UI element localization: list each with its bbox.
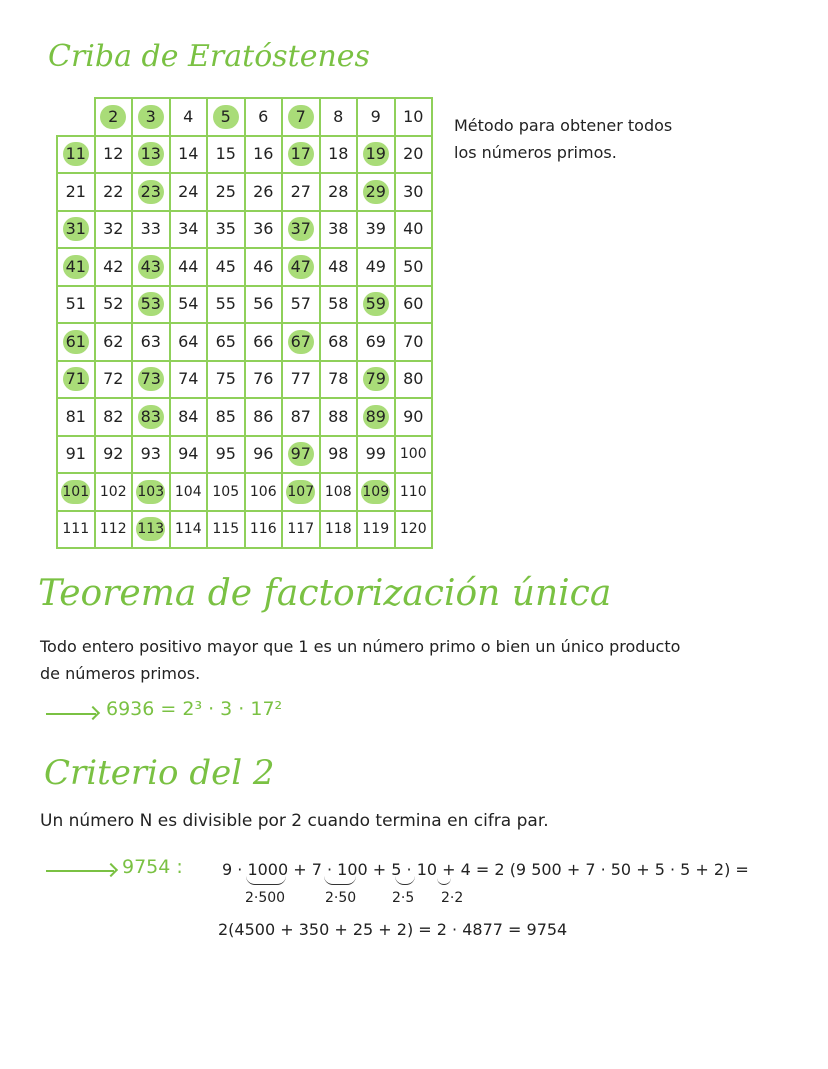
sieve-cell: [320, 136, 358, 174]
sieve-number: 68: [328, 331, 349, 351]
sieve-number: 81: [65, 406, 86, 426]
sieve-row: [57, 361, 432, 399]
sieve-number: 111: [62, 521, 90, 538]
sieve-cell: [245, 286, 283, 324]
prime-number: 19: [363, 142, 389, 166]
sieve-number: 18: [328, 144, 349, 164]
prime-number: 31: [63, 217, 89, 241]
underbrace: [246, 876, 286, 885]
sieve-number: 72: [103, 369, 124, 389]
sieve-cell: [132, 173, 170, 211]
prime-number: 107: [286, 480, 315, 504]
sieve-number: 49: [365, 256, 386, 276]
underbrace: [395, 876, 415, 885]
sieve-cell: [95, 398, 133, 436]
sieve-cell: [132, 323, 170, 361]
sieve-number: 118: [324, 521, 352, 538]
sieve-cell: [170, 173, 208, 211]
sieve-cell: [282, 248, 320, 286]
underbrace-label: 2·2: [441, 890, 464, 906]
criterion-statement: Un número N es divisible por 2 cuando termina en cifra par.: [40, 811, 549, 831]
sieve-cell: [395, 361, 433, 399]
sieve-cell: [395, 323, 433, 361]
sieve-cell: [57, 361, 95, 399]
sieve-cell: [357, 361, 395, 399]
sieve-row: [57, 286, 432, 324]
sieve-number: 28: [328, 181, 349, 201]
sieve-cell: [95, 286, 133, 324]
sieve-number: 117: [287, 521, 315, 538]
sieve-cell: [357, 248, 395, 286]
prime-number: 53: [138, 292, 164, 316]
sieve-number: 25: [215, 181, 236, 201]
sieve-row: [57, 248, 432, 286]
sieve-cell: [395, 436, 433, 474]
sieve-number: 35: [215, 219, 236, 239]
sieve-cell: [170, 136, 208, 174]
sieve-cell: [57, 323, 95, 361]
sieve-cell: [245, 436, 283, 474]
sieve-cell: [95, 323, 133, 361]
criterion-result: 2(4500 + 350 + 25 + 2) = 2 · 4877 = 9754: [218, 920, 568, 939]
sieve-cell: [357, 398, 395, 436]
sieve-cell: [395, 98, 433, 136]
sieve-cell: [245, 248, 283, 286]
prime-number: 61: [63, 330, 89, 354]
prime-number: 71: [63, 367, 89, 391]
sieve-cell: [132, 286, 170, 324]
prime-number: 3: [138, 105, 164, 129]
sieve-number: 30: [403, 181, 424, 201]
sieve-number: 66: [253, 331, 274, 351]
sieve-number: 105: [212, 483, 240, 500]
sieve-cell: [320, 248, 358, 286]
sieve-number: 65: [215, 331, 236, 351]
statement-line: Todo entero positivo mayor que 1 es un número primo o bien un único producto: [40, 637, 681, 656]
sieve-row: [57, 511, 432, 549]
sieve-cell: [395, 286, 433, 324]
sieve-cell: [395, 398, 433, 436]
sieve-row: [57, 436, 432, 474]
sieve-number: 116: [249, 521, 277, 538]
sieve-number: 91: [65, 444, 86, 464]
sieve-number: 48: [328, 256, 349, 276]
sieve-number: 36: [253, 219, 274, 239]
sieve-cell: [357, 173, 395, 211]
underbrace-label: 2·50: [325, 890, 357, 906]
sieve-cell: [320, 323, 358, 361]
sieve-number: 22: [103, 181, 124, 201]
sieve-number: 39: [365, 219, 386, 239]
sieve-number: 88: [328, 406, 349, 426]
sieve-cell: [320, 361, 358, 399]
sieve-number: 52: [103, 294, 124, 314]
sieve-cell: [282, 136, 320, 174]
prime-number: 67: [288, 330, 314, 354]
example-number: 9754 :: [122, 856, 183, 878]
prime-number: 89: [363, 405, 389, 429]
sieve-cell: [57, 398, 95, 436]
sieve-cell: [95, 511, 133, 549]
sieve-cell: [320, 286, 358, 324]
sieve-cell: [95, 473, 133, 511]
sieve-number: 24: [178, 181, 199, 201]
sieve-number: 114: [174, 521, 202, 538]
sieve-cell: [320, 436, 358, 474]
sieve-cell: [207, 286, 245, 324]
sieve-cell: [57, 473, 95, 511]
sieve-cell: [57, 286, 95, 324]
sieve-cell: [245, 473, 283, 511]
sieve-number: 8: [333, 106, 344, 126]
sieve-number: 20: [403, 144, 424, 164]
sieve-cell: [245, 211, 283, 249]
arrow-icon: [46, 870, 114, 872]
sieve-description-line: Método para obtener todos: [454, 116, 673, 135]
sieve-cell: [357, 136, 395, 174]
sieve-cell: [95, 173, 133, 211]
sieve-cell: [357, 511, 395, 549]
prime-number: 11: [63, 142, 89, 166]
sieve-cell: [245, 511, 283, 549]
sieve-number: 10: [403, 106, 424, 126]
sieve-title: Criba de Eratóstenes: [48, 39, 370, 74]
factorization-title: Teorema de factorización única: [38, 573, 612, 614]
sieve-cell: [282, 98, 320, 136]
criterion-title: Criterio del 2: [44, 753, 275, 793]
sieve-cell: [357, 323, 395, 361]
underbrace-label: 2·500: [245, 890, 286, 906]
sieve-row: [57, 398, 432, 436]
underbrace: [324, 876, 356, 885]
prime-number: 79: [363, 367, 389, 391]
sieve-cell: [170, 473, 208, 511]
sieve-cell: [170, 248, 208, 286]
sieve-cell: [207, 211, 245, 249]
prime-number: 83: [138, 405, 164, 429]
sieve-cell: [132, 211, 170, 249]
sieve-number: 106: [249, 483, 277, 500]
sieve-number: 78: [328, 369, 349, 389]
decimal-expansion: 9 · 1000 + 7 · 100 + 5 · 10 + 4 = 2 (9 500 + 7 · 50 + 5 · 5 + 2) =: [222, 860, 749, 879]
sieve-cell: [132, 398, 170, 436]
sieve-number: 77: [290, 369, 311, 389]
sieve-cell: [282, 211, 320, 249]
sieve-cell: [95, 211, 133, 249]
sieve-cell: [57, 173, 95, 211]
sieve-cell: [245, 361, 283, 399]
factorization-example: 6936 = 2³ · 3 · 17²: [106, 698, 283, 720]
sieve-row: [57, 473, 432, 511]
sieve-cell: [245, 173, 283, 211]
sieve-cell: [132, 511, 170, 549]
sieve-cell: [132, 436, 170, 474]
sieve-cell: [132, 361, 170, 399]
sieve-cell: [132, 473, 170, 511]
sieve-cell: [245, 136, 283, 174]
sieve-cell: [95, 436, 133, 474]
sieve-cell: [57, 211, 95, 249]
sieve-number: 34: [178, 219, 199, 239]
sieve-number: 75: [215, 369, 236, 389]
sieve-cell: [357, 473, 395, 511]
sieve-number: 57: [290, 294, 311, 314]
sieve-cell: [95, 136, 133, 174]
sieve-cell: [170, 361, 208, 399]
sieve-cell: [132, 248, 170, 286]
prime-number: 103: [136, 480, 165, 504]
sieve-number: 9: [370, 106, 381, 126]
prime-number: 47: [288, 255, 314, 279]
prime-number: 37: [288, 217, 314, 241]
sieve-number: 82: [103, 406, 124, 426]
sieve-cell: [320, 473, 358, 511]
sieve-number: 32: [103, 219, 124, 239]
sieve-number: 51: [65, 294, 86, 314]
sieve-number: 96: [253, 444, 274, 464]
sieve-cell: [395, 248, 433, 286]
sieve-cell: [132, 98, 170, 136]
sieve-number: 60: [403, 294, 424, 314]
sieve-number: 33: [140, 219, 161, 239]
sieve-number: 38: [328, 219, 349, 239]
sieve-cell: [320, 211, 358, 249]
sieve-cell: [320, 98, 358, 136]
sieve-cell: [282, 436, 320, 474]
sieve-number: 112: [99, 521, 127, 538]
sieve-number: 69: [365, 331, 386, 351]
sieve-cell: [282, 473, 320, 511]
sieve-row: [57, 211, 432, 249]
sieve-cell: [170, 286, 208, 324]
sieve-cell: [207, 473, 245, 511]
sieve-number: 6: [258, 106, 269, 126]
sieve-number: 110: [399, 483, 427, 500]
arrow-icon: [46, 713, 96, 715]
sieve-number: 104: [174, 483, 202, 500]
prime-number: 73: [138, 367, 164, 391]
sieve-row: [57, 173, 432, 211]
sieve-cell: [282, 323, 320, 361]
sieve-description-line: los números primos.: [454, 143, 617, 162]
sieve-number: 76: [253, 369, 274, 389]
prime-number: 109: [361, 480, 390, 504]
sieve-cell: [207, 511, 245, 549]
sieve-number: 14: [178, 144, 199, 164]
sieve-number: 93: [140, 444, 161, 464]
sieve-cell: [207, 248, 245, 286]
sieve-cell: [57, 436, 95, 474]
sieve-number: 99: [365, 444, 386, 464]
sieve-cell: [357, 436, 395, 474]
sieve-number: 62: [103, 331, 124, 351]
sieve-number: 74: [178, 369, 199, 389]
sieve-number: 85: [215, 406, 236, 426]
sieve-cell: [282, 398, 320, 436]
prime-number: 59: [363, 292, 389, 316]
prime-number: 97: [288, 442, 314, 466]
sieve-cell: [170, 436, 208, 474]
sieve-cell: [207, 361, 245, 399]
sieve-number: 44: [178, 256, 199, 276]
sieve-grid: [56, 97, 433, 549]
sieve-number: 98: [328, 444, 349, 464]
sieve-number: 95: [215, 444, 236, 464]
sieve-cell: [357, 286, 395, 324]
prime-number: 13: [138, 142, 164, 166]
sieve-cell: [207, 323, 245, 361]
sieve-number: 90: [403, 406, 424, 426]
sieve-number: 92: [103, 444, 124, 464]
sieve-cell: [170, 511, 208, 549]
prime-number: 2: [100, 105, 126, 129]
sieve-cell: [170, 98, 208, 136]
sieve-number: 56: [253, 294, 274, 314]
sieve-cell: [395, 136, 433, 174]
sieve-number: 108: [324, 483, 352, 500]
sieve-number: 84: [178, 406, 199, 426]
sieve-number: 115: [212, 521, 240, 538]
sieve-number: 87: [290, 406, 311, 426]
sieve-cell: [357, 211, 395, 249]
sieve-cell: [132, 136, 170, 174]
sieve-number: 16: [253, 144, 274, 164]
sieve-empty-cell: [57, 98, 95, 136]
sieve-number: 45: [215, 256, 236, 276]
sieve-cell: [245, 98, 283, 136]
sieve-number: 40: [403, 219, 424, 239]
sieve-number: 26: [253, 181, 274, 201]
prime-number: 7: [288, 105, 314, 129]
prime-number: 29: [363, 180, 389, 204]
statement-line: de números primos.: [40, 664, 201, 683]
sieve-cell: [207, 173, 245, 211]
sieve-number: 42: [103, 256, 124, 276]
sieve-cell: [95, 248, 133, 286]
sieve-cell: [57, 136, 95, 174]
sieve-cell: [170, 323, 208, 361]
sieve-cell: [282, 511, 320, 549]
factorization-statement: [40, 633, 680, 687]
prime-number: 23: [138, 180, 164, 204]
sieve-cell: [357, 98, 395, 136]
sieve-cell: [395, 511, 433, 549]
sieve-cell: [282, 173, 320, 211]
sieve-cell: [57, 248, 95, 286]
sieve-number: 63: [140, 331, 161, 351]
sieve-cell: [395, 473, 433, 511]
sieve-row: [57, 136, 432, 174]
prime-number: 41: [63, 255, 89, 279]
sieve-number: 120: [399, 521, 427, 538]
sieve-cell: [320, 511, 358, 549]
sieve-cell: [95, 98, 133, 136]
sieve-cell: [282, 361, 320, 399]
sieve-row: [57, 323, 432, 361]
sieve-cell: [395, 173, 433, 211]
sieve-cell: [57, 511, 95, 549]
sieve-number: 55: [215, 294, 236, 314]
sieve-number: 50: [403, 256, 424, 276]
sieve-number: 54: [178, 294, 199, 314]
sieve-description: [454, 112, 672, 166]
sieve-number: 64: [178, 331, 199, 351]
sieve-number: 102: [99, 483, 127, 500]
sieve-number: 70: [403, 331, 424, 351]
sieve-number: 119: [362, 521, 390, 538]
sieve-cell: [170, 211, 208, 249]
sieve-row: [57, 98, 432, 136]
sieve-cell: [207, 98, 245, 136]
prime-number: 17: [288, 142, 314, 166]
sieve-number: 100: [399, 446, 427, 463]
sieve-cell: [320, 398, 358, 436]
sieve-number: 27: [290, 181, 311, 201]
prime-number: 43: [138, 255, 164, 279]
sieve-cell: [282, 286, 320, 324]
prime-number: 101: [61, 480, 90, 504]
sieve-number: 46: [253, 256, 274, 276]
sieve-cell: [245, 323, 283, 361]
sieve-number: 94: [178, 444, 199, 464]
sieve-cell: [207, 136, 245, 174]
prime-number: 5: [213, 105, 239, 129]
sieve-cell: [170, 398, 208, 436]
underbrace: [437, 876, 451, 885]
sieve-number: 4: [183, 106, 194, 126]
underbrace-label: 2·5: [392, 890, 415, 906]
sieve-number: 21: [65, 181, 86, 201]
sieve-number: 58: [328, 294, 349, 314]
sieve-number: 12: [103, 144, 124, 164]
prime-number: 113: [136, 517, 165, 541]
sieve-number: 80: [403, 369, 424, 389]
sieve-cell: [245, 398, 283, 436]
sieve-cell: [395, 211, 433, 249]
sieve-cell: [320, 173, 358, 211]
sieve-cell: [207, 398, 245, 436]
sieve-number: 86: [253, 406, 274, 426]
sieve-cell: [207, 436, 245, 474]
sieve-number: 15: [215, 144, 236, 164]
sieve-cell: [95, 361, 133, 399]
